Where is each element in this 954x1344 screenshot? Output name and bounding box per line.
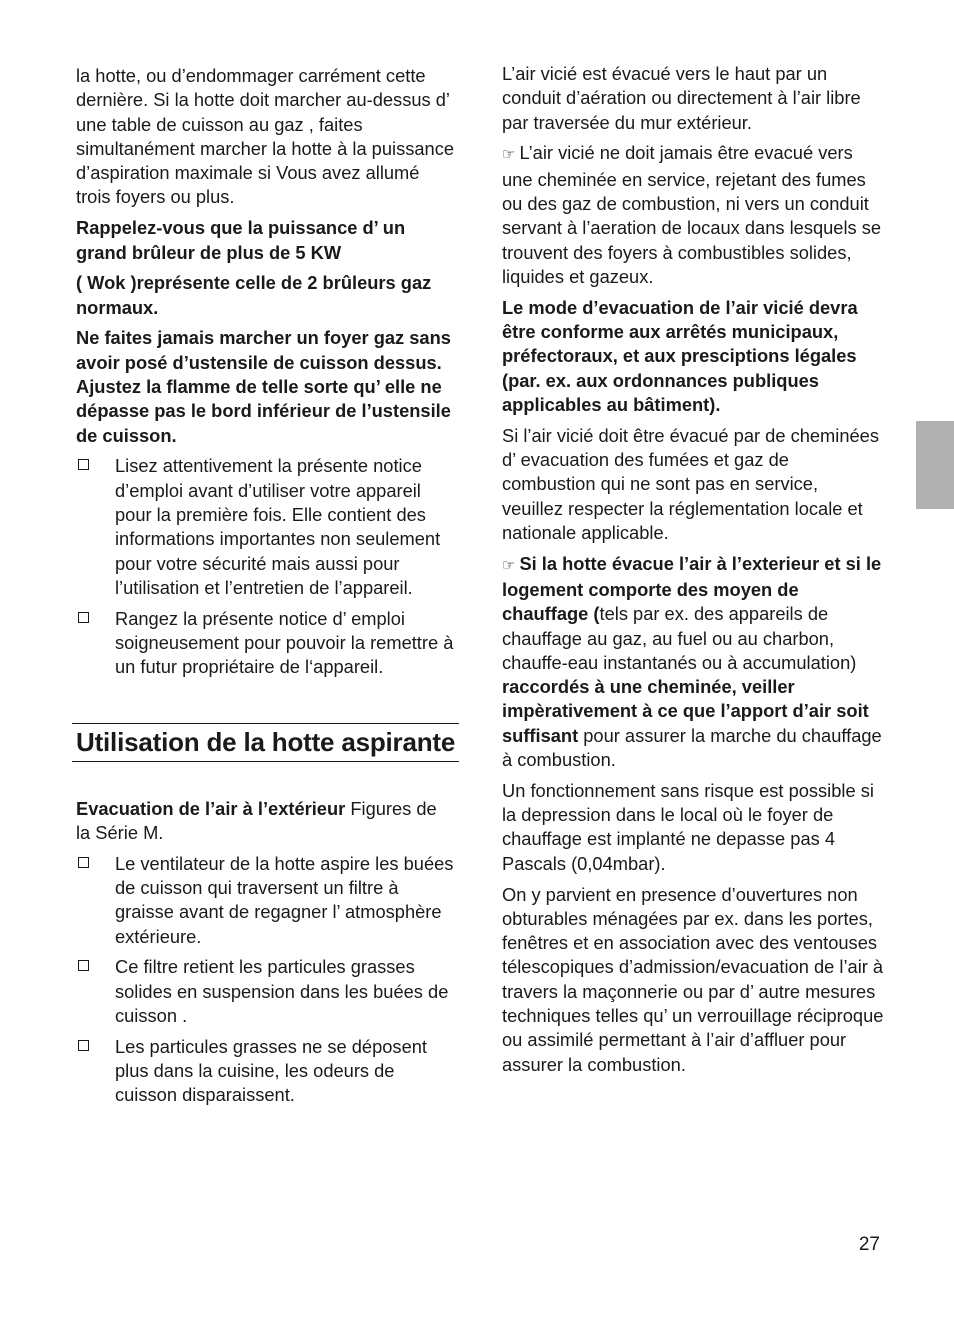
- checkbox-bullet-icon: [78, 612, 89, 623]
- right-column: [502, 62, 884, 1083]
- list-item-text: Les particules grasses ne se déposent plus dans la cuisine, les odeurs de cuisson disparaissent.: [115, 1035, 427, 1106]
- section-heading: [72, 723, 459, 762]
- list-item: [76, 1035, 456, 1108]
- list-item: [76, 852, 456, 949]
- list-item: [76, 607, 456, 680]
- note-paragraph: [502, 552, 884, 773]
- list-item: [76, 454, 456, 600]
- list-item: [76, 955, 456, 1028]
- paragraph: L’air vicié est évacué vers le haut par un conduit d’aération ou directement à l’air libre par traversée du mur extérieur.: [502, 63, 861, 133]
- list-item-text: Rangez la présente notice d’ emploi soigneusement pour pouvoir la remettre à un futur propriétaire de l‘appareil.: [115, 607, 454, 678]
- page-number: 27: [858, 1234, 880, 1255]
- note-text: pour assurer la marche du chauffage à combustion.: [502, 724, 882, 771]
- subsection-reference: Figures de la Série M.: [76, 797, 437, 843]
- pointing-hand-icon: ☞: [502, 146, 516, 164]
- checkbox-bullet-icon: [78, 1040, 89, 1051]
- list-item-text: Ce filtre retient les particules grasses solides en suspension dans les buées de cuisson .: [115, 956, 449, 1026]
- checkbox-bullet-icon: [78, 857, 89, 868]
- pointing-hand-icon: ☞: [502, 556, 516, 574]
- warning-paragraph: Le mode d’evacuation de l’air vicié devra être conforme aux arrêtés municipaux, préfectoraux, et aux presciptions légales (par. ex. aux ordonnances publiques applicables au bâtiment).: [502, 296, 858, 415]
- paragraph: Un fonctionnement sans risque est possible si la depression dans le local où le foyer de chauffage est implanté ne depasse pas 4 Pascals (0,04mbar).: [502, 779, 874, 874]
- warning-paragraph: Ne faites jamais marcher un foyer gaz sans avoir posé d’ustensile de cuisson dessus. Ajustez la flamme de telle sorte qu’ elle ne dépasse pas le bord inférieur de l’ustensile de cuisson.: [76, 327, 451, 446]
- paragraph: Si l’air vicié doit être évacué par de cheminées d’ evacuation des fumées et gaz de combustion qui ne sont pas en service, veuillez respecter la réglementation locale et nationale applicable.: [502, 424, 879, 543]
- note-text: L’air vicié ne doit jamais être evacué vers une cheminée en service, rejetant des fumes ou des gaz de combustion, ni vers un conduit servant à l’aeration de locaux dans lesquels se trouvent des foyers à combustibles solides, liquides et gazeux.: [502, 142, 882, 287]
- list-item-text: Le ventilateur de la hotte aspire les buées de cuisson qui traversent un filtre à graisse avant de regagner l’ atmosphère extérieure.: [115, 852, 454, 947]
- note-paragraph: [502, 141, 884, 289]
- section-title: Utilisation de la hotte aspirante: [76, 726, 456, 757]
- paragraph: On y parvient en presence d’ouvertures non obturables ménagées par ex. dans les portes, fenêtres et en association avec des ventouses télescopiques d’admission/evacuation de l’air à travers la maçonnerie ou par d’ autre mesures techniques telles qu’ un verrouillage réciproque ou assimilé permettant à l’air d’affluer pour assurer la combustion.: [502, 883, 884, 1075]
- side-tab: [916, 421, 954, 509]
- warning-paragraph: ( Wok )représente celle de 2 brûleurs gaz normaux.: [76, 272, 432, 318]
- note-text: tels par ex. des appareils de chauffage au gaz, au fuel ou au charbon, chauffe-eau instantanés ou à accumulation): [502, 603, 857, 673]
- checkbox-bullet-icon: [78, 960, 89, 971]
- subsection-title: Evacuation de l’air à l’extérieur: [76, 797, 346, 819]
- paragraph: la hotte, ou d’endommager carrément cette dernière. Si la hotte doit marcher au-dessus d’ une table de cuisson au gaz , faites simultanément marcher la hotte à la puissance d’aspiration maximale si Vous avez allumé trois foyers ou plus.: [76, 65, 455, 208]
- list-item-text: Lisez attentivement la présente notice d’emploi avant d’utiliser votre appareil pour la première fois. Elle contient des informations importantes non seulement pour votre sécurité mais aussi pour l’utilisation et l’entretien de l’appareil.: [115, 455, 441, 598]
- note-bold-text: raccordés à une cheminée, veiller impèrativement à ce que l’apport d’air soit suffisant: [502, 676, 869, 746]
- warning-paragraph: Rappelez-vous que la puissance d’ un grand brûleur de plus de 5 KW: [76, 217, 406, 263]
- subsection-intro: [76, 797, 456, 846]
- left-column: [76, 64, 456, 1114]
- checkbox-bullet-icon: [78, 459, 89, 470]
- note-bold-text: Si la hotte évacue l’air à l’exterieur et si le logement comporte des moyen de chauffage (: [502, 552, 882, 625]
